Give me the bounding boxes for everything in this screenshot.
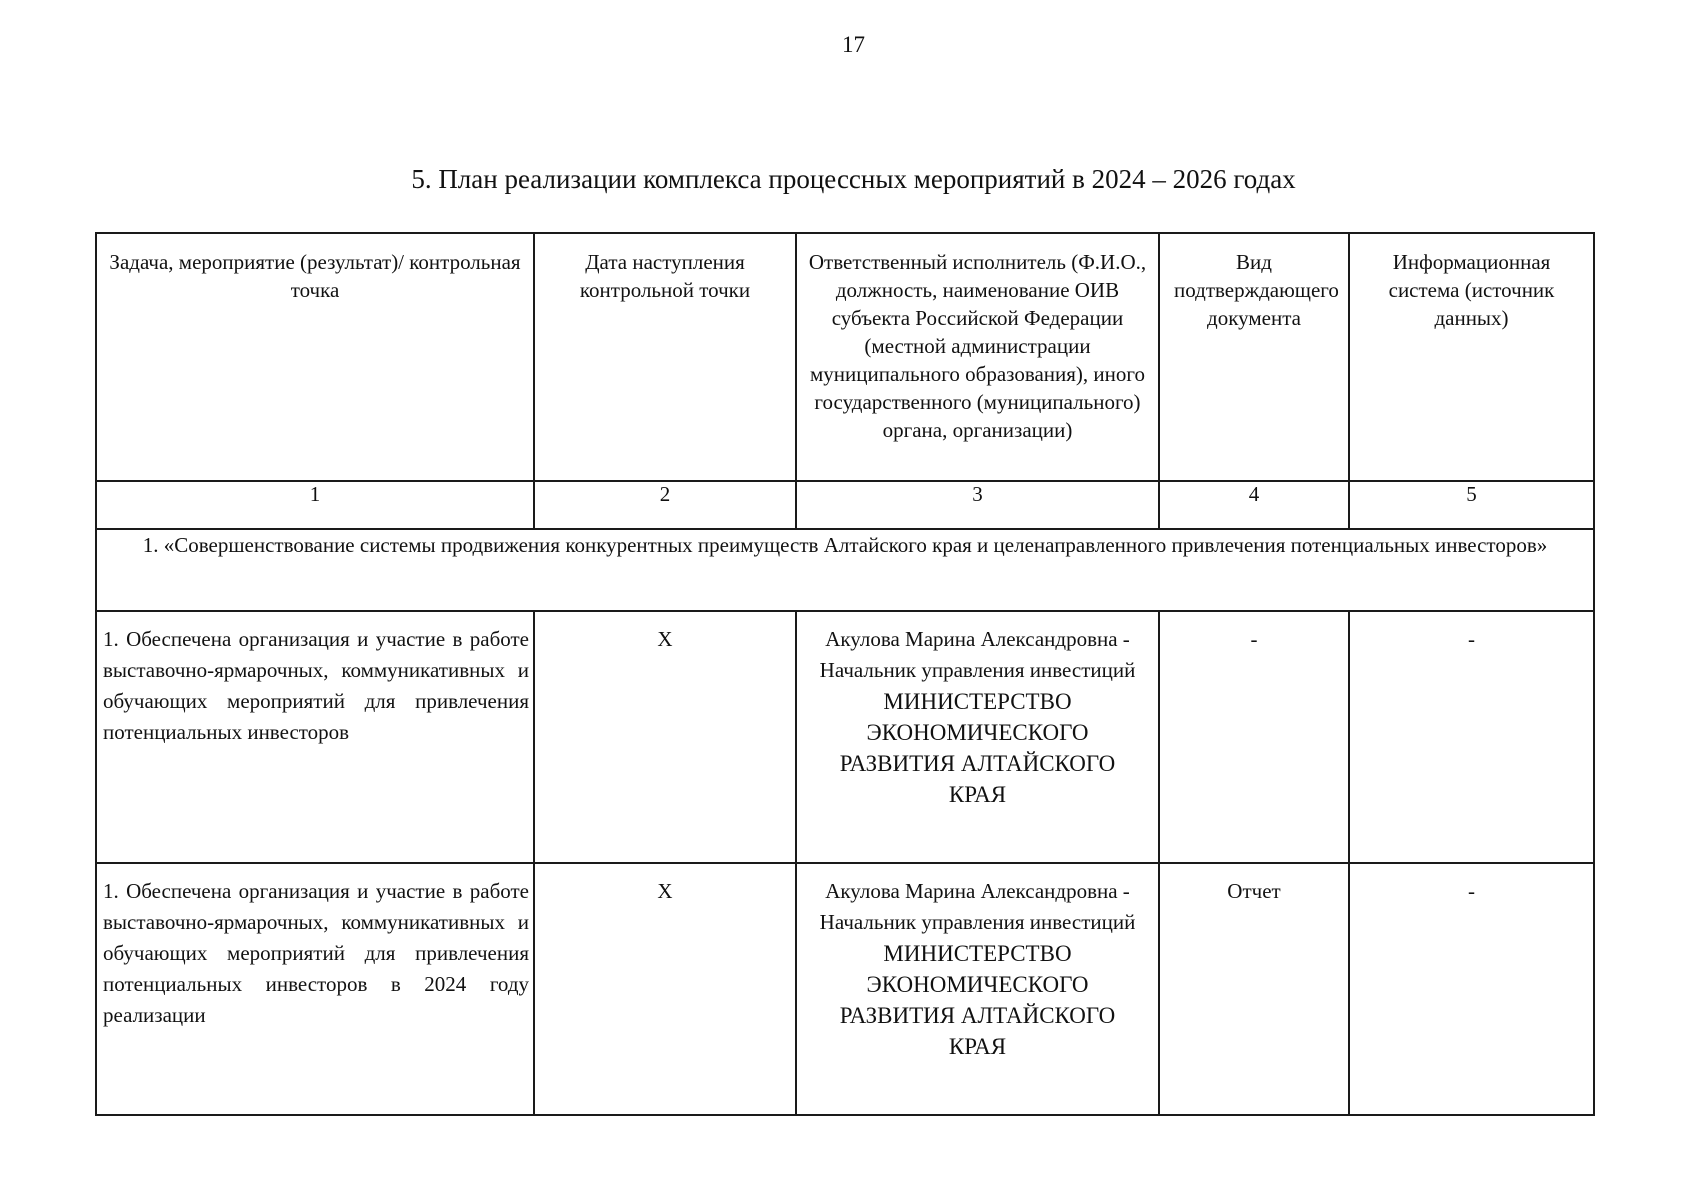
row-info-system: - [1349, 611, 1594, 863]
responsible-person: Акулова Марина Александровна - Начальник управления инвестиций [819, 879, 1136, 934]
row-date: Х [534, 611, 796, 863]
row-document: - [1159, 611, 1349, 863]
task-row [96, 529, 1594, 611]
row-date: Х [534, 863, 796, 1115]
table-row [96, 611, 1594, 863]
column-number: 3 [796, 481, 1159, 529]
plan-table [95, 232, 1595, 1116]
column-number: 2 [534, 481, 796, 529]
header-task: Задача, мероприятие (результат)/ контрольная точка [96, 233, 534, 481]
responsible-org: МИНИСТЕРСТВО ЭКОНОМИЧЕСКОГО РАЗВИТИЯ АЛТАЙСКОГО КРАЯ [839, 689, 1116, 807]
column-number: 5 [1349, 481, 1594, 529]
row-info-system: - [1349, 863, 1594, 1115]
row-responsible [796, 863, 1159, 1115]
column-number-row [96, 481, 1594, 529]
column-number: 4 [1159, 481, 1349, 529]
header-info-system: Информационная система (источник данных) [1349, 233, 1594, 481]
row-item: 1. Обеспечена организация и участие в работе выставочно-ярмарочных, коммуникативных и обучающих мероприятий для привлечения потенциальных инвесторов [96, 611, 534, 863]
table-row [96, 863, 1594, 1115]
page-number: 17 [842, 32, 865, 57]
responsible-org: МИНИСТЕРСТВО ЭКОНОМИЧЕСКОГО РАЗВИТИЯ АЛТАЙСКОГО КРАЯ [839, 941, 1116, 1059]
header-document: Вид подтверждающего документа [1159, 233, 1349, 481]
row-item: 1. Обеспечена организация и участие в работе выставочно-ярмарочных, коммуникативных и обучающих мероприятий для привлечения потенциальных инвесторов в 2024 году реализации [96, 863, 534, 1115]
header-responsible: Ответственный исполнитель (Ф.И.О., должность, наименование ОИВ субъекта Российской Федерации (местной администрации муниципального образования), иного государственного (муниципального) органа, организации) [796, 233, 1159, 481]
row-document: Отчет [1159, 863, 1349, 1115]
task-title: 1. «Совершенствование системы продвижения конкурентных преимуществ Алтайского края и целенаправленного привлечения потенциальных инвесторов» [96, 529, 1594, 611]
table-header-row [96, 233, 1594, 481]
column-number: 1 [96, 481, 534, 529]
responsible-person: Акулова Марина Александровна - Начальник управления инвестиций [819, 627, 1136, 682]
section-title: 5. План реализации комплекса процессных мероприятий в 2024 – 2026 годах [411, 164, 1296, 194]
row-responsible [796, 611, 1159, 863]
header-date: Дата наступления контрольной точки [534, 233, 796, 481]
